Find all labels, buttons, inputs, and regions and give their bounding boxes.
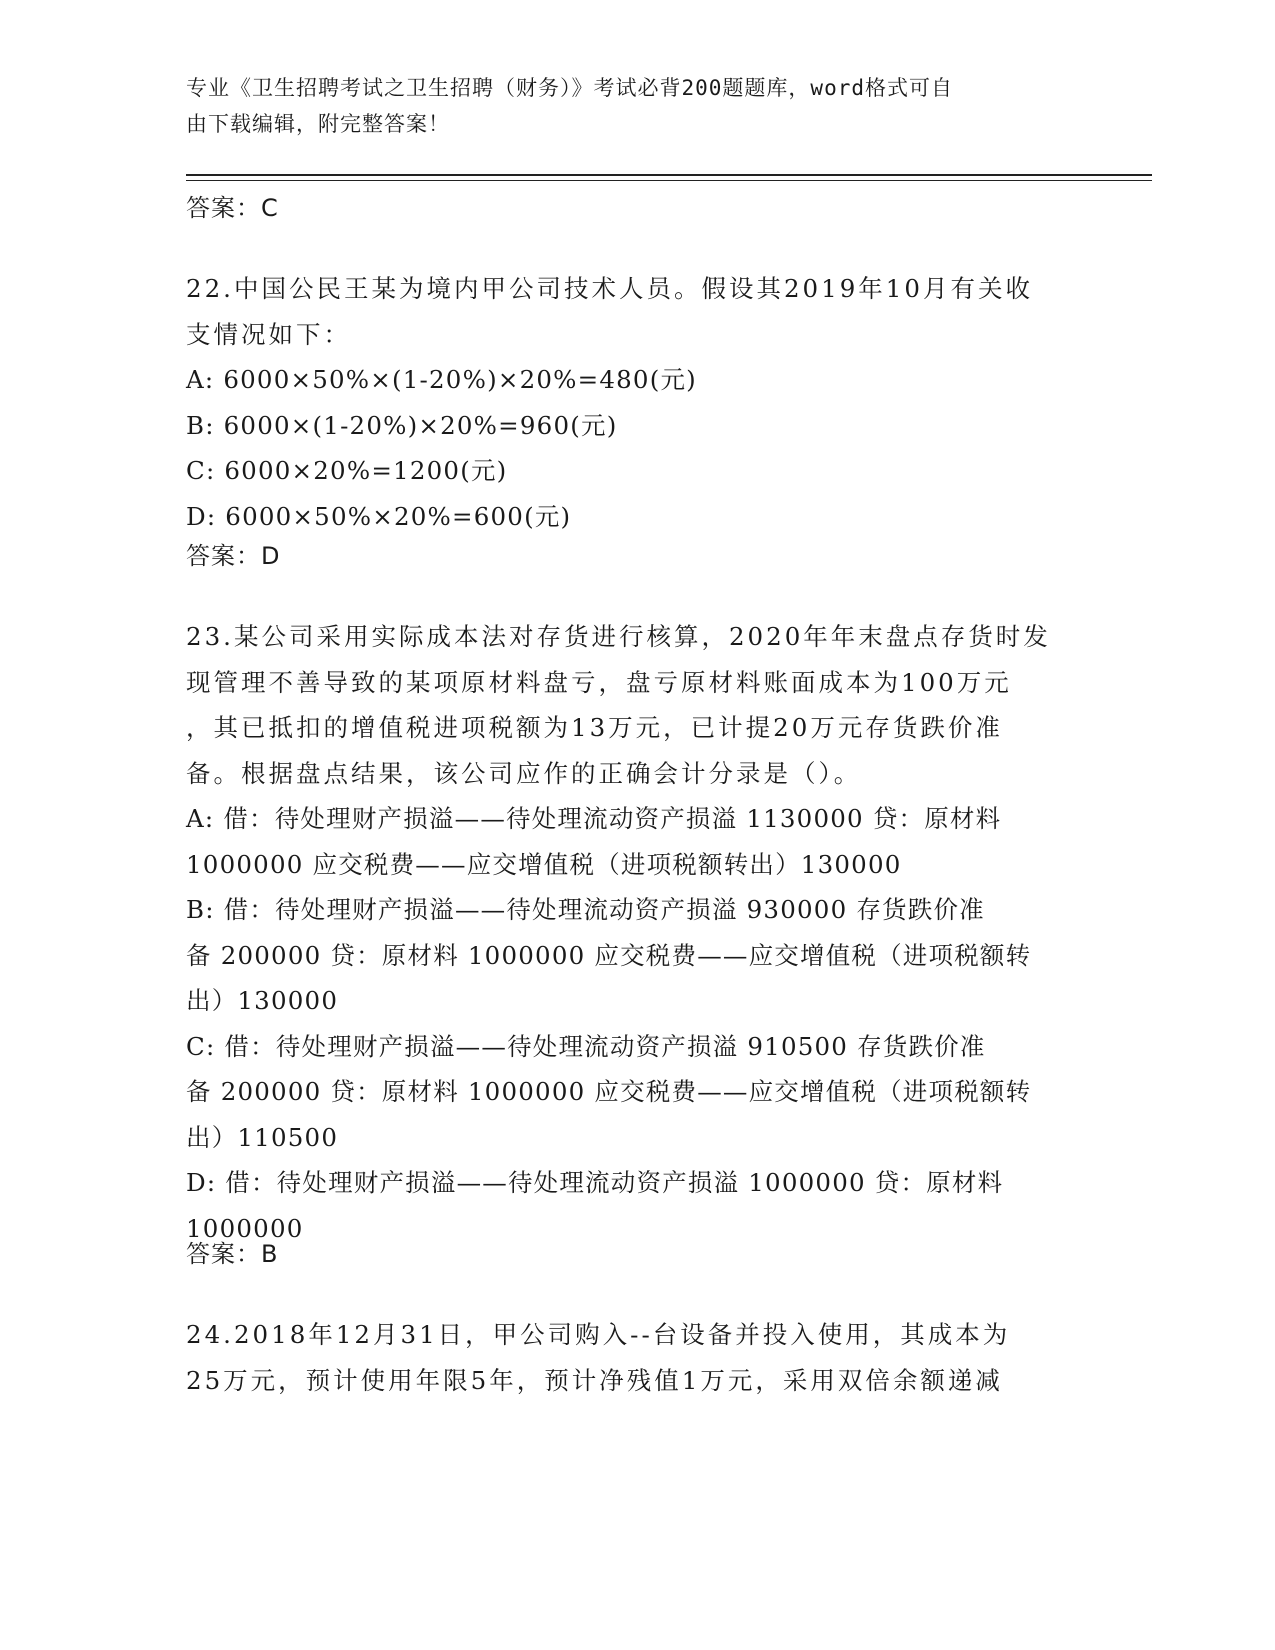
q22-option-a: A: 6000×50%×(1-20%)×20%=480(元) [186,365,697,394]
q22-option-d: D: 6000×50%×20%=600(元) [186,501,572,531]
q23-option-d-line-2: 1000000 [186,1213,304,1243]
q23-option-b-line-2: 备 200000 贷：原材料 1000000 应交税费——应交增值税（进项税额转 [186,940,1032,970]
header-rule-thin [186,180,1152,181]
header-rule-thick [186,174,1152,176]
answer-q21: 答案：C [186,194,279,222]
q23-option-d-line-1: D: 借：待处理财产损溢——待处理流动资产损溢 1000000 贷：原材料 [186,1168,1004,1197]
header-line-2: 由下载编辑，附完整答案！ [186,112,450,136]
q23-option-a-line-1: A: 借：待处理财产损溢——待处理流动资产损溢 1130000 贷：原材料 [186,804,1002,833]
q24-stem-line-1: 24.2018年12月31日，甲公司购入--台设备并投入使用，其成本为 [186,1320,1011,1349]
question-24 [186,1312,1086,1403]
header-line-1: 专业《卫生招聘考试之卫生招聘（财务）》考试必背200题题库，word格式可自 [186,76,953,100]
q22-option-b: B: 6000×(1-20%)×20%=960(元) [186,410,618,440]
answer-q22: 答案：D [186,542,281,570]
q23-option-c-line-1: C: 借：待处理财产损溢——待处理流动资产损溢 910500 存货跌价准 [186,1031,986,1061]
q23-option-c-line-3: 出）110500 [186,1122,339,1152]
question-22 [186,266,1086,539]
q22-stem-line-2: 支情况如下： [186,319,351,349]
q23-stem-line-2: 现管理不善导致的某项原材料盘亏，盘亏原材料账面成本为100万元 [186,667,1012,697]
q23-option-c-line-2: 备 200000 贷：原材料 1000000 应交税费——应交增值税（进项税额转 [186,1077,1032,1106]
q22-option-c: C: 6000×20%=1200(元) [186,456,508,485]
q23-option-a-line-2: 1000000 应交税费——应交增值税（进项税额转出）130000 [186,849,902,879]
question-23 [186,614,1086,1251]
q23-stem-line-4: 备。根据盘点结果，该公司应作的正确会计分录是（）。 [186,758,862,788]
q22-stem-line-1: 22.中国公民王某为境内甲公司技术人员。假设其2019年10月有关收 [186,274,1033,303]
q23-stem-line-1: 23.某公司采用实际成本法对存货进行核算，2020年年末盘点存货时发 [186,622,1051,651]
answer-q23: 答案：B [186,1240,279,1268]
document-header [186,70,1066,142]
q23-stem-line-3: ，其已抵扣的增值税进项税额为13万元，已计提20万元存货跌价准 [186,713,1003,742]
q23-option-b-line-1: B: 借：待处理财产损溢——待处理流动资产损溢 930000 存货跌价准 [186,895,985,924]
q24-stem-line-2: 25万元，预计使用年限5年，预计净残值1万元，采用双倍余额递减 [186,1365,1003,1395]
q23-option-b-line-3: 出）130000 [186,986,339,1015]
